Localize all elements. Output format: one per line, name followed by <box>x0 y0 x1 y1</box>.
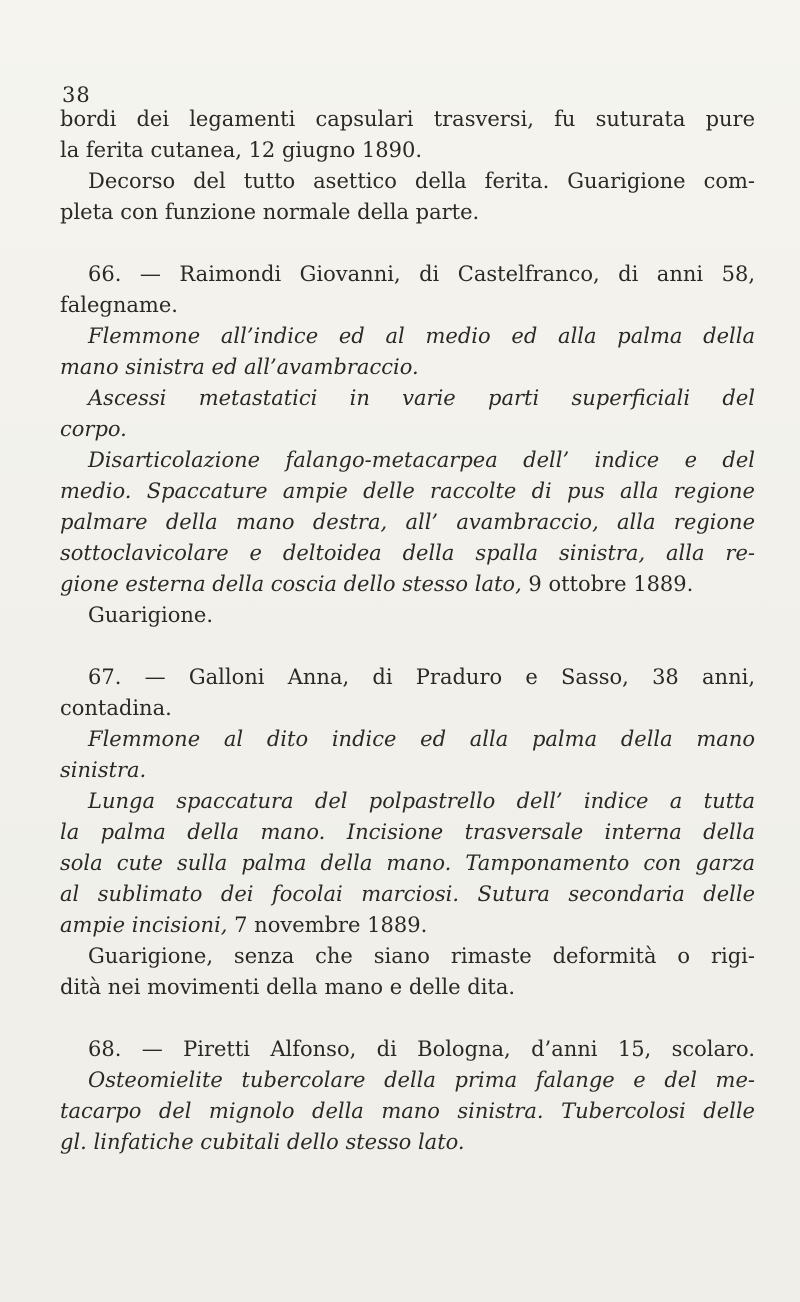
diagnosis-line: tacarpo del mignolo della mano sinistra. Tubercolosi delle <box>60 1099 755 1123</box>
text-line <box>60 569 755 600</box>
treatment-line: Lunga spaccatura del polpastrello dell’ indice a tutta <box>88 789 755 813</box>
outcome-line: Guarigione. <box>88 603 214 627</box>
outcome-line: dità nei movimenti della mano e delle dita. <box>60 975 516 999</box>
text-line <box>60 910 755 941</box>
treatment-text: ampie incisioni, <box>60 913 228 937</box>
diagnosis-line: Osteomielite tubercolare della prima falange e del me- <box>88 1068 755 1092</box>
diagnosis-line: Flemmone all’indice ed al medio ed alla palma della <box>88 324 755 348</box>
date-text: 7 novembre 1889. <box>227 913 428 937</box>
text-line: Decorso del tutto asettico della ferita. Guarigione com- <box>88 169 755 193</box>
diagnosis-line: Ascessi metastatici in varie parti superficiali del <box>88 386 755 410</box>
page-number: 38 <box>62 83 91 107</box>
treatment-line: palmare della mano destra, all’ avambraccio, alla regione <box>60 510 755 534</box>
paragraph-gap <box>60 631 755 662</box>
text-line: contadina. <box>60 696 172 720</box>
diagnosis-line: sinistra. <box>60 758 147 782</box>
treatment-line: sottoclavicolare e deltoidea della spalla sinistra, alla re- <box>60 541 755 565</box>
treatment-line: sola cute sulla palma della mano. Tamponamento con garza <box>60 851 755 875</box>
text-line: la ferita cutanea, 12 giugno 1890. <box>60 138 423 162</box>
treatment-line: al sublimato dei focolai marciosi. Sutura secondaria delle <box>60 882 755 906</box>
diagnosis-line: gl. linfatiche cubitali dello stesso lato. <box>60 1130 465 1154</box>
page-text <box>60 104 755 1158</box>
case-68-heading: 68. — Piretti Alfonso, di Bologna, d’anni 15, scolaro. <box>88 1037 755 1061</box>
paragraph-gap <box>60 228 755 259</box>
treatment-line: medio. Spaccature ampie delle raccolte di pus alla regione <box>60 479 755 503</box>
case-67-heading: 67. — Galloni Anna, di Praduro e Sasso, 38 anni, <box>88 665 755 689</box>
paragraph-gap <box>60 1003 755 1034</box>
treatment-line: la palma della mano. Incisione trasversale interna della <box>60 820 755 844</box>
date-text: 9 ottobre 1889. <box>521 572 694 596</box>
outcome-line: Guarigione, senza che siano rimaste deformità o rigi- <box>88 944 755 968</box>
diagnosis-line: corpo. <box>60 417 127 441</box>
text-line: pleta con funzione normale della parte. <box>60 200 480 224</box>
text-line: falegname. <box>60 293 178 317</box>
diagnosis-line: Flemmone al dito indice ed alla palma della mano <box>88 727 755 751</box>
treatment-text: gione esterna della coscia dello stesso lato, <box>60 572 522 596</box>
diagnosis-line: mano sinistra ed all’avambraccio. <box>60 355 419 379</box>
treatment-line: Disarticolazione falango-metacarpea dell’ indice e del <box>88 448 755 472</box>
case-66-heading: 66. — Raimondi Giovanni, di Castelfranco, di anni 58, <box>88 262 755 286</box>
text-line: bordi dei legamenti capsulari trasversi, fu suturata pure <box>60 107 755 131</box>
